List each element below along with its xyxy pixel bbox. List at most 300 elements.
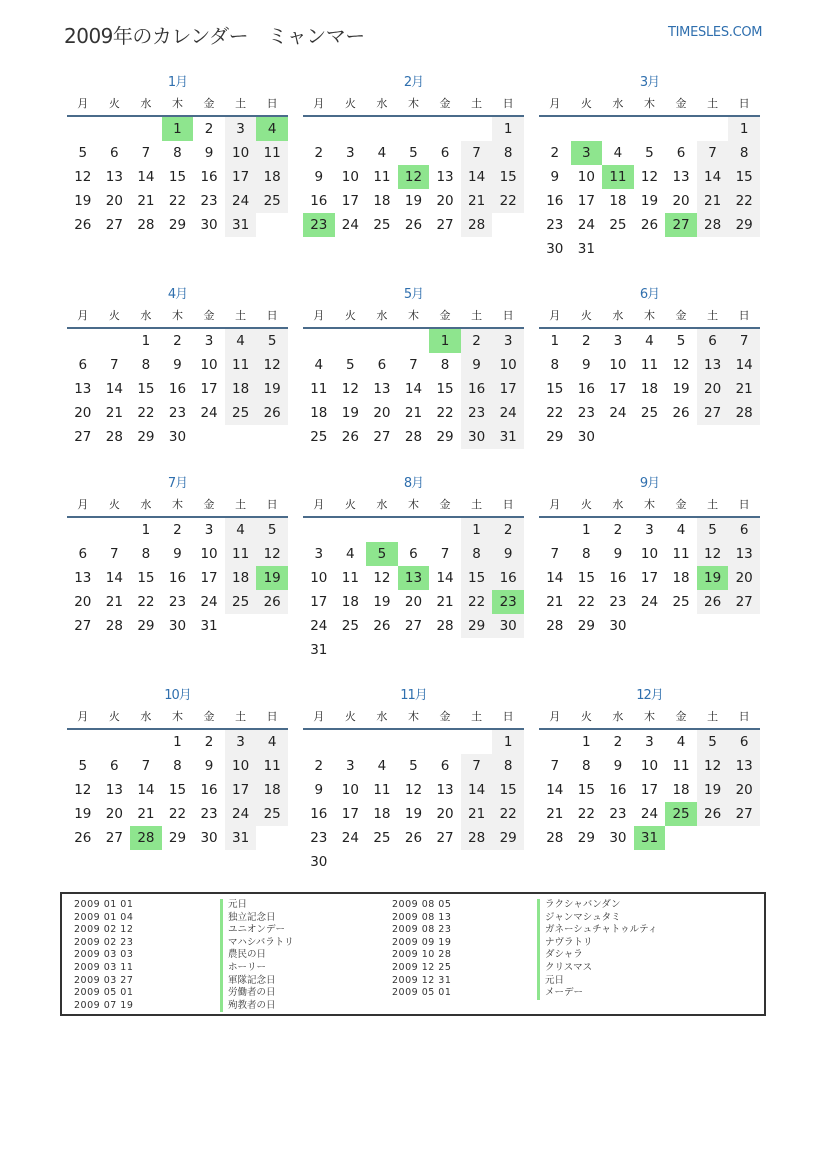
weekday-label: 月 (77, 97, 89, 110)
day-cell: 28 (404, 429, 423, 445)
day-cell: 29 (546, 429, 564, 445)
day-cell: 31 (577, 241, 595, 257)
holiday-date: 2009 05 01 (392, 987, 452, 999)
day-cell: 23 (577, 405, 595, 421)
day-cell: 19 (74, 193, 92, 209)
weekday-label: 土 (707, 710, 719, 723)
day-cell: 24 (225, 189, 257, 213)
day-cell: 16 (310, 193, 328, 209)
day-cell: 6 (440, 758, 450, 774)
day-cell: 21 (137, 806, 155, 822)
month-1 (67, 73, 288, 237)
day-cell: 3 (346, 758, 355, 774)
day-cell: 16 (492, 566, 524, 590)
weekday-label: 木 (407, 97, 419, 110)
day-cell: 11 (256, 754, 288, 778)
day-cell: 7 (728, 329, 760, 353)
day-cell: 1 (550, 333, 560, 349)
day-cell: 11 (225, 542, 257, 566)
day-cell: 30 (200, 830, 218, 846)
day-cell: 30 (461, 425, 493, 449)
day-cell: 22 (168, 193, 187, 209)
holiday-day-cell: 31 (634, 826, 666, 850)
holiday-name: 元日 (220, 899, 294, 912)
weekday-label: 木 (407, 498, 419, 511)
weekday-label: 水 (612, 309, 624, 322)
day-cell: 6 (377, 357, 387, 373)
day-cell: 14 (697, 165, 729, 189)
day-cell: 5 (78, 145, 88, 161)
day-cell: 29 (492, 826, 524, 850)
day-cell: 10 (492, 353, 524, 377)
weekday-label: 土 (235, 498, 247, 511)
day-cell: 17 (225, 778, 257, 802)
weekday-label: 火 (344, 309, 356, 322)
day-cell: 18 (672, 570, 690, 586)
day-cell: 18 (310, 405, 328, 421)
day-cell: 21 (105, 405, 123, 421)
empty-day-cell (398, 329, 430, 353)
day-cell: 30 (492, 614, 524, 638)
holiday-date: 2009 12 25 (392, 961, 452, 973)
day-cell: 18 (672, 782, 690, 798)
day-cell: 13 (373, 381, 391, 397)
day-cell: 22 (436, 405, 454, 421)
day-cell: 20 (436, 193, 454, 209)
day-cell: 13 (436, 169, 454, 185)
day-cell: 9 (613, 758, 623, 774)
weekday-label: 水 (376, 309, 388, 322)
day-cell: 2 (550, 145, 560, 161)
day-cell: 16 (200, 169, 218, 185)
holiday-date: 2009 09 19 (392, 936, 452, 948)
day-cell: 24 (310, 618, 328, 634)
empty-day-cell (130, 117, 162, 141)
day-cell: 6 (78, 546, 88, 562)
day-cell: 19 (341, 405, 359, 421)
day-cell: 6 (697, 329, 729, 353)
day-cell: 29 (436, 429, 454, 445)
day-cell: 27 (436, 830, 454, 846)
day-cell: 10 (341, 169, 359, 185)
month-name: 6月 (639, 287, 660, 302)
day-cell: 10 (341, 782, 359, 798)
holiday-day-cell: 25 (665, 802, 697, 826)
holiday-name: マハシバラトリ (220, 937, 294, 950)
weekday-label: 月 (313, 710, 325, 723)
weekday-label: 金 (675, 309, 687, 322)
empty-day-cell (335, 518, 367, 542)
day-cell: 10 (609, 357, 627, 373)
day-cell: 1 (582, 734, 591, 750)
weekday-label: 金 (675, 710, 687, 723)
day-cell: 1 (728, 117, 760, 141)
holiday-day-cell: 1 (429, 329, 461, 353)
day-cell: 14 (137, 169, 155, 185)
day-cell: 4 (676, 522, 686, 538)
day-cell: 10 (225, 141, 257, 165)
day-cell: 18 (256, 778, 288, 802)
day-cell: 12 (404, 782, 423, 798)
day-cell: 22 (577, 594, 595, 610)
empty-day-cell (429, 730, 461, 754)
month-name: 3月 (639, 75, 660, 90)
holiday-name: クリスマス (537, 962, 657, 975)
day-cell: 30 (577, 429, 595, 445)
weekday-label: 火 (108, 309, 120, 322)
holiday-day-cell: 19 (697, 566, 729, 590)
day-cell: 23 (168, 405, 187, 421)
day-cell: 2 (173, 333, 182, 349)
day-grid (67, 730, 288, 850)
weekday-label: 月 (549, 710, 561, 723)
day-cell: 8 (728, 141, 760, 165)
weekday-header (67, 305, 288, 329)
day-cell: 29 (168, 217, 187, 233)
weekday-header (67, 706, 288, 730)
day-cell: 2 (461, 329, 493, 353)
day-cell: 22 (168, 806, 187, 822)
day-cell: 5 (676, 333, 686, 349)
page-title: 2009年のカレンダー ミャンマー (64, 24, 365, 48)
day-grid (67, 518, 288, 638)
day-grid (303, 117, 524, 237)
day-cell: 12 (697, 542, 729, 566)
day-cell: 15 (137, 570, 155, 586)
holiday-date: 2009 03 27 (74, 974, 134, 986)
month-name: 10月 (164, 688, 191, 703)
day-cell: 2 (314, 145, 324, 161)
weekday-label: 木 (171, 97, 183, 110)
day-cell: 13 (436, 782, 454, 798)
day-cell: 27 (728, 590, 760, 614)
holiday-name: ユニオンデー (220, 924, 294, 937)
holiday-day-cell: 27 (665, 213, 697, 237)
day-cell: 25 (225, 401, 257, 425)
day-cell: 26 (256, 401, 288, 425)
empty-day-cell (429, 117, 461, 141)
weekday-label: 木 (171, 710, 183, 723)
day-cell: 7 (550, 758, 560, 774)
empty-day-cell (398, 730, 430, 754)
day-cell: 12 (373, 570, 391, 586)
holiday-name: ガネーシュチャトゥルティ (537, 924, 657, 937)
day-cell: 11 (373, 169, 391, 185)
weekday-label: 金 (203, 97, 215, 110)
day-cell: 25 (373, 830, 391, 846)
day-cell: 8 (492, 141, 524, 165)
day-cell: 28 (436, 618, 454, 634)
day-cell: 26 (697, 590, 729, 614)
weekday-label: 月 (313, 498, 325, 511)
day-cell: 14 (137, 782, 155, 798)
day-cell: 28 (105, 429, 123, 445)
empty-day-cell (366, 329, 398, 353)
day-cell: 25 (256, 189, 288, 213)
weekday-label: 水 (140, 498, 152, 511)
weekday-label: 土 (707, 498, 719, 511)
day-cell: 30 (168, 429, 187, 445)
day-cell: 19 (697, 778, 729, 802)
empty-day-cell (335, 329, 367, 353)
holiday-name: 農民の日 (220, 949, 294, 962)
weekday-header (539, 305, 760, 329)
holiday-name: 独立記念日 (220, 912, 294, 925)
day-cell: 6 (110, 145, 119, 161)
day-cell: 19 (640, 193, 659, 209)
holiday-day-cell: 5 (366, 542, 398, 566)
day-cell: 9 (173, 546, 182, 562)
day-cell: 26 (74, 217, 92, 233)
day-cell: 19 (404, 806, 423, 822)
day-cell: 12 (672, 357, 690, 373)
day-cell: 7 (110, 357, 119, 373)
empty-day-cell (539, 117, 571, 141)
day-cell: 14 (546, 570, 564, 586)
day-cell: 11 (672, 546, 690, 562)
day-cell: 3 (204, 333, 214, 349)
day-cell: 24 (640, 594, 659, 610)
day-cell: 7 (110, 546, 119, 562)
holiday-day-cell: 3 (571, 141, 603, 165)
weekday-label: 水 (612, 498, 624, 511)
day-cell: 21 (436, 594, 454, 610)
weekday-label: 水 (376, 498, 388, 511)
empty-day-cell (303, 117, 335, 141)
day-cell: 8 (173, 758, 182, 774)
day-cell: 17 (577, 193, 595, 209)
day-cell: 26 (404, 830, 423, 846)
day-cell: 15 (577, 570, 595, 586)
empty-day-cell (130, 730, 162, 754)
day-cell: 29 (137, 618, 155, 634)
day-cell: 18 (341, 594, 359, 610)
day-cell: 6 (110, 758, 119, 774)
day-cell: 7 (697, 141, 729, 165)
weekday-label: 木 (407, 309, 419, 322)
day-cell: 6 (728, 518, 760, 542)
month-6 (539, 285, 760, 449)
day-cell: 9 (204, 758, 214, 774)
weekday-label: 火 (108, 97, 120, 110)
day-cell: 9 (173, 357, 182, 373)
day-cell: 18 (609, 193, 627, 209)
weekday-label: 水 (376, 97, 388, 110)
day-cell: 3 (204, 522, 214, 538)
day-cell: 28 (546, 830, 564, 846)
day-cell: 20 (105, 193, 123, 209)
day-cell: 10 (225, 754, 257, 778)
day-cell: 5 (409, 145, 418, 161)
day-cell: 25 (672, 594, 690, 610)
empty-day-cell (99, 329, 131, 353)
weekday-label: 水 (140, 309, 152, 322)
day-cell: 25 (341, 618, 359, 634)
day-cell: 4 (314, 357, 324, 373)
weekday-label: 土 (471, 498, 483, 511)
weekday-label: 月 (77, 309, 89, 322)
day-cell: 24 (341, 217, 359, 233)
day-cell: 17 (640, 782, 659, 798)
day-cell: 26 (74, 830, 92, 846)
day-cell: 20 (436, 806, 454, 822)
day-cell: 1 (141, 333, 151, 349)
day-cell: 2 (492, 518, 524, 542)
day-cell: 2 (613, 734, 623, 750)
day-cell: 6 (440, 145, 450, 161)
holiday-date: 2009 08 05 (392, 899, 452, 910)
day-cell: 24 (492, 401, 524, 425)
day-cell: 27 (74, 429, 92, 445)
day-cell: 4 (645, 333, 654, 349)
day-cell: 21 (461, 189, 493, 213)
month-name: 4月 (167, 287, 188, 302)
day-cell: 26 (672, 405, 690, 421)
day-cell: 16 (546, 193, 564, 209)
month-name: 12月 (636, 688, 663, 703)
weekday-label: 金 (439, 498, 451, 511)
day-cell: 16 (609, 782, 627, 798)
weekday-label: 水 (140, 97, 152, 110)
holiday-dates-left (74, 899, 133, 1012)
weekday-label: 火 (108, 498, 120, 511)
day-cell: 26 (697, 802, 729, 826)
holiday-name: ジャンマシュタミ (537, 912, 657, 925)
day-cell: 8 (440, 357, 450, 373)
day-cell: 15 (577, 782, 595, 798)
day-cell: 18 (373, 193, 391, 209)
day-cell: 23 (609, 806, 627, 822)
weekday-label: 日 (738, 498, 750, 511)
month-name: 8月 (403, 476, 424, 491)
empty-day-cell (571, 117, 603, 141)
day-cell: 4 (377, 758, 387, 774)
day-cell: 10 (640, 546, 659, 562)
weekday-label: 木 (643, 309, 655, 322)
day-cell: 8 (582, 758, 591, 774)
day-cell: 13 (697, 353, 729, 377)
day-cell: 27 (105, 830, 123, 846)
weekday-label: 木 (171, 498, 183, 511)
weekday-label: 月 (313, 97, 325, 110)
holiday-name: 労働者の日 (220, 987, 294, 1000)
month-7 (67, 474, 288, 638)
holiday-names-right (537, 899, 657, 1000)
month-5 (303, 285, 524, 449)
day-cell: 26 (373, 618, 391, 634)
day-cell: 9 (492, 542, 524, 566)
day-cell: 18 (373, 806, 391, 822)
day-cell: 8 (141, 546, 151, 562)
month-name: 5月 (403, 287, 424, 302)
holiday-name: ホーリー (220, 962, 294, 975)
day-cell: 30 (546, 241, 564, 257)
day-cell: 31 (310, 642, 328, 658)
day-cell: 18 (640, 381, 659, 397)
weekday-label: 日 (266, 498, 278, 511)
day-cell: 4 (256, 730, 288, 754)
day-cell: 9 (613, 546, 623, 562)
month-name: 1月 (167, 75, 188, 90)
weekday-label: 月 (549, 309, 561, 322)
day-cell: 3 (645, 734, 654, 750)
day-cell: 28 (461, 213, 493, 237)
holiday-day-cell: 28 (130, 826, 162, 850)
weekday-label: 水 (612, 97, 624, 110)
day-cell: 31 (492, 425, 524, 449)
weekday-label: 土 (235, 97, 247, 110)
day-cell: 6 (676, 145, 686, 161)
day-cell: 13 (672, 169, 690, 185)
day-cell: 21 (546, 594, 564, 610)
day-cell: 3 (314, 546, 324, 562)
day-cell: 22 (492, 189, 524, 213)
day-cell: 22 (546, 405, 564, 421)
holiday-name: ダシャラ (537, 949, 657, 962)
day-cell: 16 (310, 806, 328, 822)
day-cell: 7 (461, 754, 493, 778)
day-cell: 23 (546, 217, 564, 233)
day-cell: 2 (613, 522, 623, 538)
weekday-label: 木 (171, 309, 183, 322)
site-link[interactable]: TIMESLES.COM (668, 25, 763, 40)
weekday-label: 月 (77, 710, 89, 723)
month-8 (303, 474, 524, 662)
day-cell: 8 (582, 546, 591, 562)
day-cell: 22 (137, 405, 155, 421)
day-cell: 15 (436, 381, 454, 397)
day-cell: 15 (492, 778, 524, 802)
weekday-label: 金 (675, 498, 687, 511)
day-cell: 1 (461, 518, 493, 542)
weekday-label: 日 (266, 710, 278, 723)
day-cell: 9 (314, 782, 324, 798)
day-cell: 21 (105, 594, 123, 610)
day-cell: 28 (728, 401, 760, 425)
weekday-label: 火 (580, 309, 592, 322)
weekday-label: 土 (707, 97, 719, 110)
holiday-name: ラクシャバンダン (537, 899, 657, 912)
weekday-label: 日 (266, 97, 278, 110)
weekday-header (303, 93, 524, 117)
day-cell: 8 (461, 542, 493, 566)
month-3 (539, 73, 760, 261)
day-cell: 17 (492, 377, 524, 401)
empty-day-cell (602, 117, 634, 141)
day-cell: 29 (577, 618, 595, 634)
day-cell: 6 (78, 357, 88, 373)
day-cell: 12 (74, 782, 92, 798)
day-cell: 24 (341, 830, 359, 846)
empty-day-cell (335, 117, 367, 141)
day-cell: 19 (373, 594, 391, 610)
weekday-label: 日 (738, 97, 750, 110)
day-cell: 12 (640, 169, 659, 185)
empty-day-cell (366, 730, 398, 754)
day-cell: 20 (697, 377, 729, 401)
month-11 (303, 686, 524, 874)
weekday-label: 火 (344, 710, 356, 723)
holiday-date: 2009 02 12 (74, 924, 134, 936)
day-cell: 2 (173, 522, 182, 538)
day-cell: 31 (225, 826, 257, 850)
day-cell: 26 (341, 429, 359, 445)
holiday-dates-right (392, 899, 451, 1000)
day-cell: 9 (461, 353, 493, 377)
empty-day-cell (539, 518, 571, 542)
day-cell: 27 (436, 217, 454, 233)
day-cell: 16 (609, 570, 627, 586)
